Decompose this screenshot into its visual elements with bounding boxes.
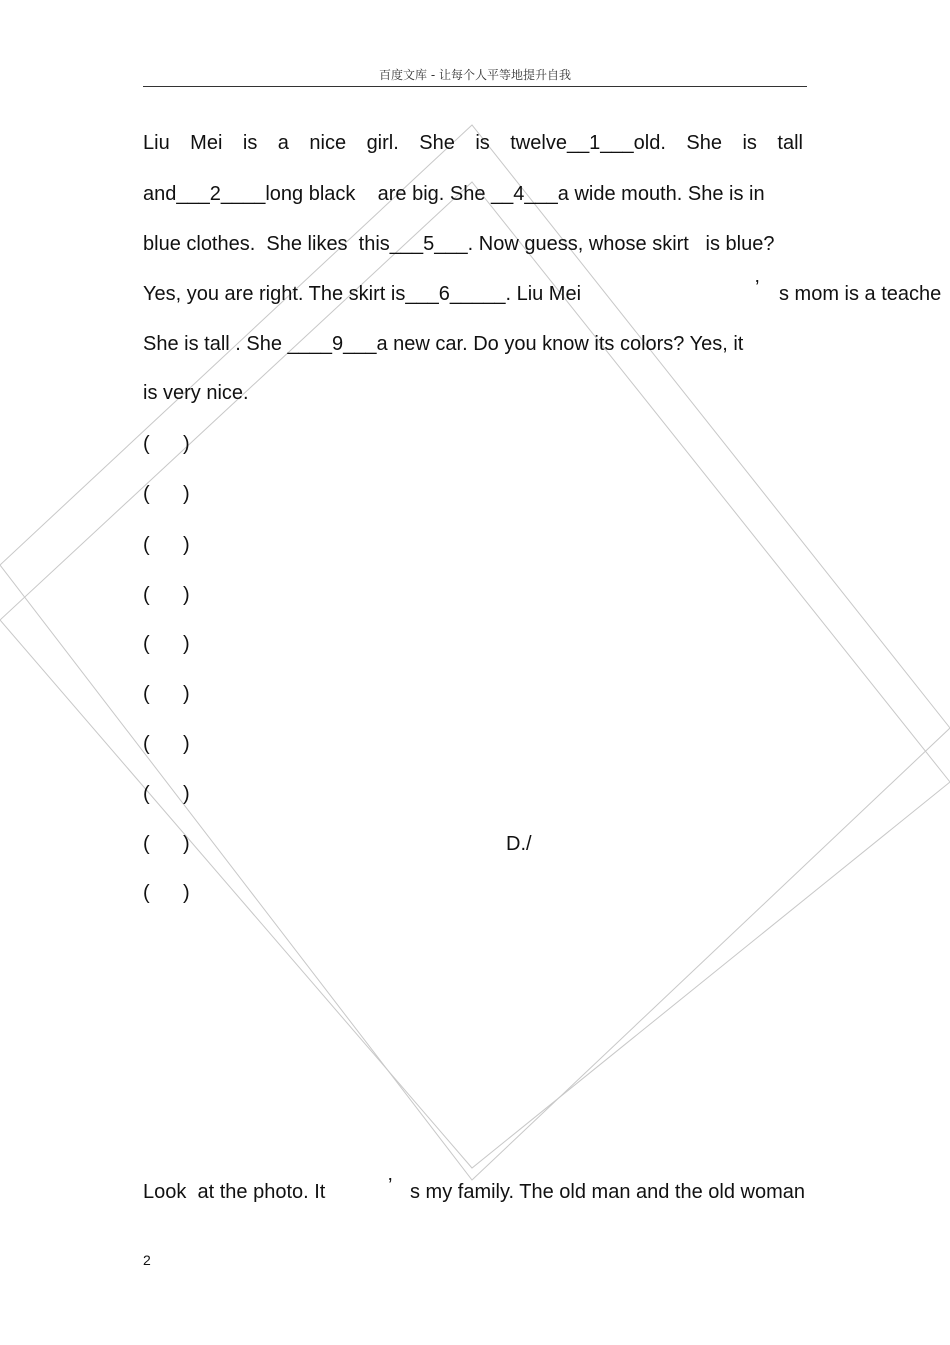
answer-blank: ( ) bbox=[143, 433, 190, 455]
watermark-diamond-inner bbox=[0, 182, 950, 1168]
passage1-line1-word: is bbox=[742, 132, 757, 154]
answer-blank: ( ) bbox=[143, 483, 190, 505]
answer-blank: ( ) bbox=[143, 733, 190, 755]
answer-blank: ( ) bbox=[143, 783, 190, 805]
passage1-line1-word: She bbox=[686, 132, 722, 154]
passage1-line3: blue clothes. She likes this___5___. Now guess, whose skirt is blue? bbox=[143, 233, 775, 255]
passage1-line1 bbox=[143, 131, 803, 155]
passage1-line1-word: Mei bbox=[190, 132, 223, 154]
passage1-line1-word: nice bbox=[309, 132, 347, 154]
option-d: D./ bbox=[506, 833, 532, 855]
passage2-line1a: Look at the photo. It bbox=[143, 1181, 326, 1203]
passage2-line1b: s my family. The old man and the old woman bbox=[410, 1181, 805, 1203]
answer-blank: ( ) bbox=[143, 683, 190, 705]
passage1-line1-word: is bbox=[242, 132, 258, 154]
answer-blank: ( ) bbox=[143, 833, 190, 855]
passage1-line4b: s mom is a teache bbox=[779, 283, 942, 305]
passage1-line6: is very nice. bbox=[143, 382, 249, 404]
page-header: 百度文库 - 让每个人平等地提升自我 bbox=[379, 68, 571, 82]
passage1-line1-word: is bbox=[475, 132, 490, 154]
passage1-line1-word: twelve__1___old. bbox=[510, 132, 666, 154]
answer-blank: ( ) bbox=[143, 633, 190, 655]
passage1-line1-word: Liu bbox=[143, 132, 170, 154]
passage1-line1-word: a bbox=[277, 132, 289, 154]
passage1-line5: She is tall . She ____9___a new car. Do you know its colors? Yes, it bbox=[143, 333, 744, 355]
passage1-line4a: Yes, you are right. The skirt is___6_____. Liu Mei bbox=[143, 283, 582, 305]
answer-blank: ( ) bbox=[143, 534, 190, 556]
passage1-line2: and___2____long black are big. She __4___a wide mouth. She is in bbox=[143, 183, 765, 205]
passage1-line4-apostrophe: ’ bbox=[755, 277, 760, 299]
answer-blank: ( ) bbox=[143, 882, 190, 904]
header-rule bbox=[143, 86, 807, 87]
passage2-line1-apostrophe: ’ bbox=[388, 1175, 393, 1197]
passage1-line1-word: girl. bbox=[366, 132, 399, 154]
passage1-line1-word: tall bbox=[777, 132, 803, 154]
page-number: 2 bbox=[143, 1252, 151, 1268]
answer-blank: ( ) bbox=[143, 584, 190, 606]
passage1-line1-word: She bbox=[419, 132, 455, 154]
